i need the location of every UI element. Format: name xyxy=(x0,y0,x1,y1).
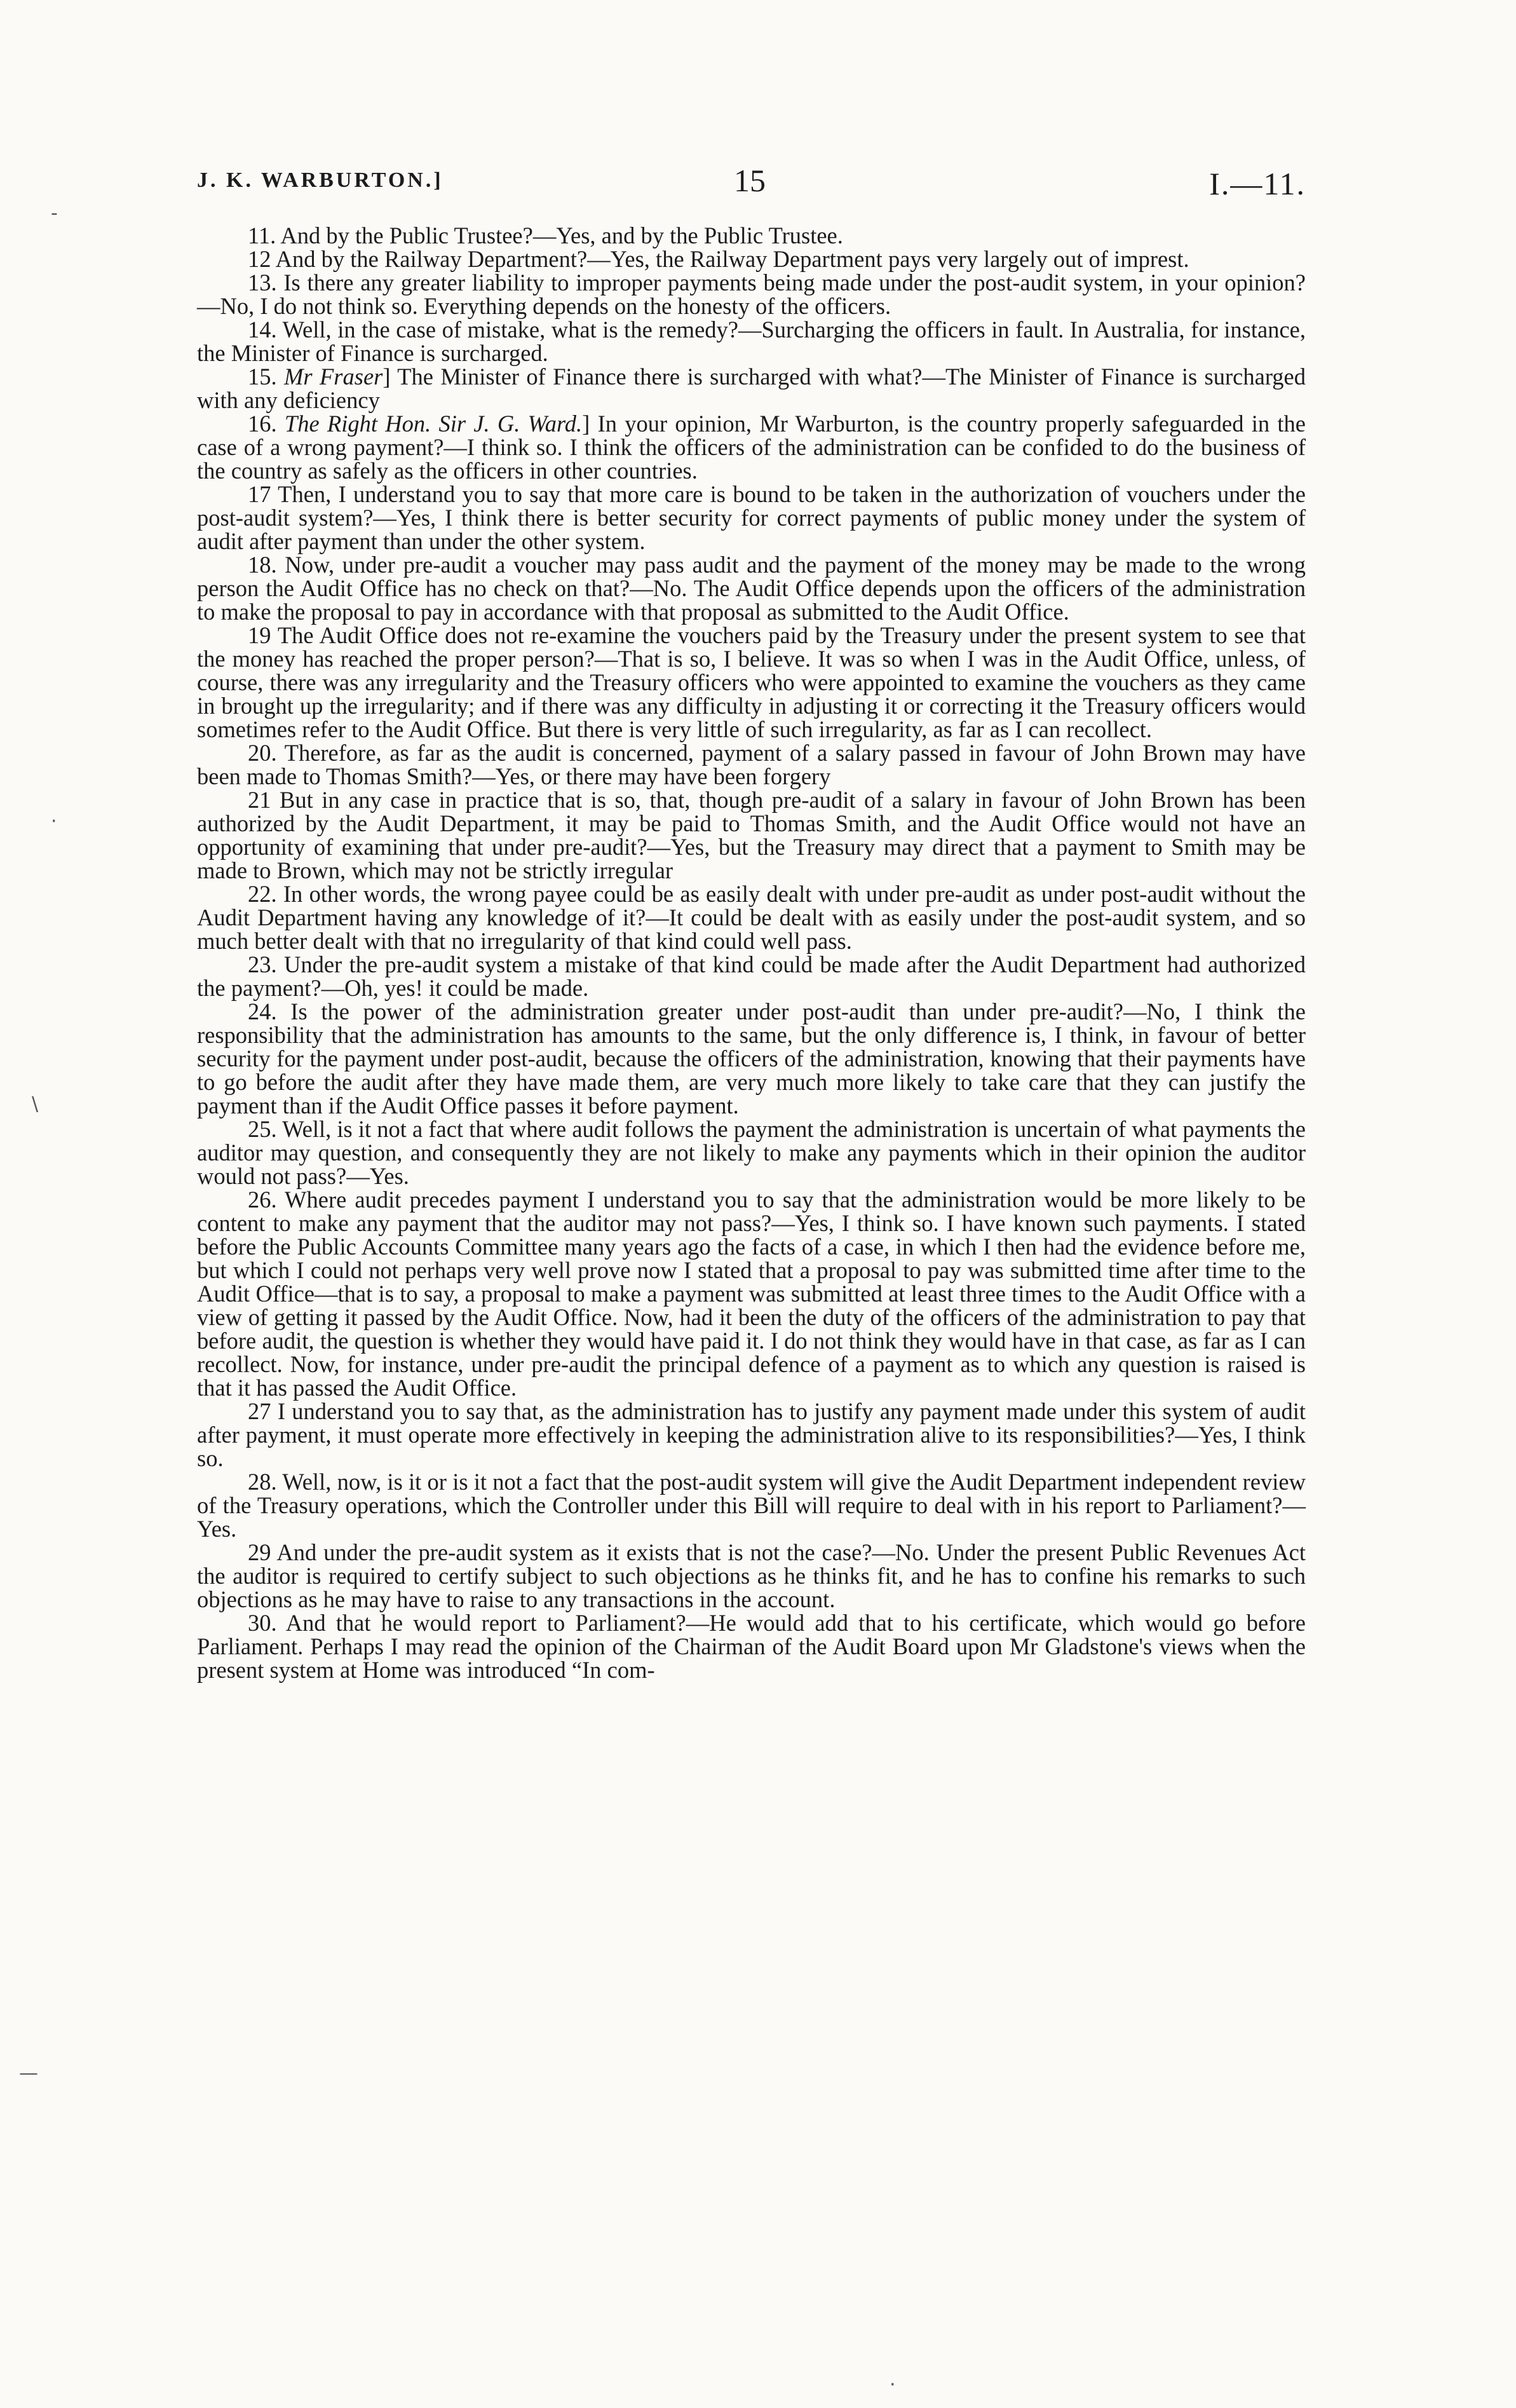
question-paragraph: 17 Then, I understand you to say that more care is bound to be taken in the authorization of vouchers under the post-audit system?—Yes, I think there is better security for correct payments of public money under the system of audit after payment than under the other system. xyxy=(197,481,1306,554)
scan-mark: — xyxy=(19,2062,38,2085)
question-paragraph: 12 And by the Railway Department?—Yes, the Railway Department pays very largely out of imprest. xyxy=(248,246,1189,272)
question-paragraph: 11. And by the Public Trustee?—Yes, and by the Public Trustee. xyxy=(248,222,843,248)
scan-mark: · xyxy=(890,2374,896,2396)
scan-mark: \ xyxy=(32,1093,39,1115)
question-paragraph: 18. Now, under pre-audit a voucher may pass audit and the payment of the money may be made to the wrong person the Audit Office has no check on that?—No. The Audit Office depends upon the officers of the administration to make the proposal to pay in accordance with that proposal as submitted to the Audit Office. xyxy=(197,552,1306,625)
testimony-body xyxy=(197,224,1306,1682)
paper-reference: I.—11. xyxy=(1209,166,1306,201)
question-paragraph: 25. Well, is it not a fact that where audit follows the payment the administration is uncertain of what payments the auditor may question, and consequently they are not likely to make any payments which in their opinion the auditor would not pass?—Yes. xyxy=(197,1116,1306,1189)
question-paragraph: 30. And that he would report to Parliament?—He would add that to his certificate, which would go before Parliament. Perhaps I may read the opinion of the Chairman of the Audit Board upon Mr Gladstone's views when the present system at Home was introduced “In com- xyxy=(197,1610,1306,1683)
scan-mark: - xyxy=(51,202,58,224)
speaker-name: Mr Fraser xyxy=(284,364,383,390)
question-paragraph: 24. Is the power of the administration greater under post-audit than under pre-audit?—No, I think the responsibility that the administration has amounts to the same, but the only difference is, I think, in favour of better security for the payment under post-audit, because the officers of the administration, knowing that their payments have to go before the audit after they have made them, are very much more likely to take care that they can justify the payment than if the Audit Office passes it before payment. xyxy=(197,998,1306,1119)
question-paragraph: 28. Well, now, is it or is it not a fact that the post-audit system will give the Audit Department independent review of the Treasury operations, which the Controller under this Bill will require to deal with in his report to Parliament?—Yes. xyxy=(197,1469,1306,1542)
speaker-name: The Right Hon. Sir J. G. Ward. xyxy=(284,411,583,437)
question-paragraph: 23. Under the pre-audit system a mistake of that kind could be made after the Audit Department had authorized the payment?—Oh, yes! it could be made. xyxy=(197,951,1306,1001)
question-paragraph: 21 But in any case in practice that is so, that, though pre-audit of a salary in favour of John Brown has been authorized by the Audit Department, it may be paid to Thomas Smith, and the Audit Office would not have an opportunity of examining that under pre-audit?—Yes, but the Treasury may direct that a payment to Smith may be made to Brown, which may not be strictly irregular xyxy=(197,787,1306,883)
question-paragraph: 14. Well, in the case of mistake, what is the remedy?—Surcharging the officers in fault. In Australia, for instance, the Minister of Finance is surcharged. xyxy=(197,316,1306,366)
page-number: 15 xyxy=(734,163,766,198)
question-paragraph: 26. Where audit precedes payment I understand you to say that the administration would be more likely to be content to make any payment that the auditor may not pass?—Yes, I think so. I have known such payments. I stated before the Public Accounts Committee many years ago the facts of a case, in which I then had the evidence before me, but which I could not perhaps very well prove now I stated that a proposal to pay was submitted time after time to the Audit Office—that is to say, a proposal to make a payment was submitted at least three times to the Audit Office with a view of getting it passed by the Audit Office. Now, had it been the duty of the officers of the administration to pay that before audit, the question is whether they would have paid it. I do not think they would have in that case, as far as I can recollect. Now, for instance, under pre-audit the principal defence of a payment as to which any question is raised is that it has passed the Audit Office. xyxy=(197,1187,1306,1401)
question-paragraph: 22. In other words, the wrong payee could be as easily dealt with under pre-audit as under post-audit without the Audit Department having any knowledge of it?—It could be dealt with as easily under the post-audit system, and so much better dealt with that no irregularity of that kind could well pass. xyxy=(197,881,1306,954)
scan-mark: · xyxy=(51,810,57,833)
question-paragraph: 15. Mr Fraser] The Minister of Finance there is surcharged with what?—The Minister of Finance is surcharged with any deficiency xyxy=(197,364,1306,413)
witness-name: J. K. WARBURTON.] xyxy=(197,168,443,192)
question-paragraph: 16. The Right Hon. Sir J. G. Ward.] In your opinion, Mr Warburton, is the country properly safeguarded in the case of a wrong payment?—I think so. I think the officers of the administration can be confided to do the business of the country as safely as the officers in other countries. xyxy=(197,411,1306,484)
page-header xyxy=(197,162,1306,207)
question-paragraph: 20. Therefore, as far as the audit is concerned, payment of a salary passed in favour of John Brown may have been made to Thomas Smith?—Yes, or there may have been forgery xyxy=(197,740,1306,789)
question-paragraph: 27 I understand you to say that, as the administration has to justify any payment made under this system of audit after payment, it must operate more effectively in keeping the administration alive to its responsibilities?—Yes, I think so. xyxy=(197,1398,1306,1471)
question-paragraph: 13. Is there any greater liability to improper payments being made under the post-audit system, in your opinion?—No, I do not think so. Everything depends on the honesty of the officers. xyxy=(197,269,1306,319)
question-paragraph: 29 And under the pre-audit system as it exists that is not the case?—No. Under the present Public Revenues Act the auditor is required to certify subject to such objections as he thinks fit, and he has to confine his remarks to such objections as he may have to raise to any transactions in the account. xyxy=(197,1539,1306,1612)
question-paragraph: 19 The Audit Office does not re-examine the vouchers paid by the Treasury under the present system to see that the money has reached the proper person?—That is so, I believe. It was so when I was in the Audit Office, unless, of course, there was any irregularity and the Treasury officers who were appointed to examine the vouchers as they came in brought up the irregularity; and if there was any difficulty in adjusting it or correcting it the Treasury officers would sometimes refer to the Audit Office. But there is very little of such irregularity, as far as I can recollect. xyxy=(197,622,1306,742)
